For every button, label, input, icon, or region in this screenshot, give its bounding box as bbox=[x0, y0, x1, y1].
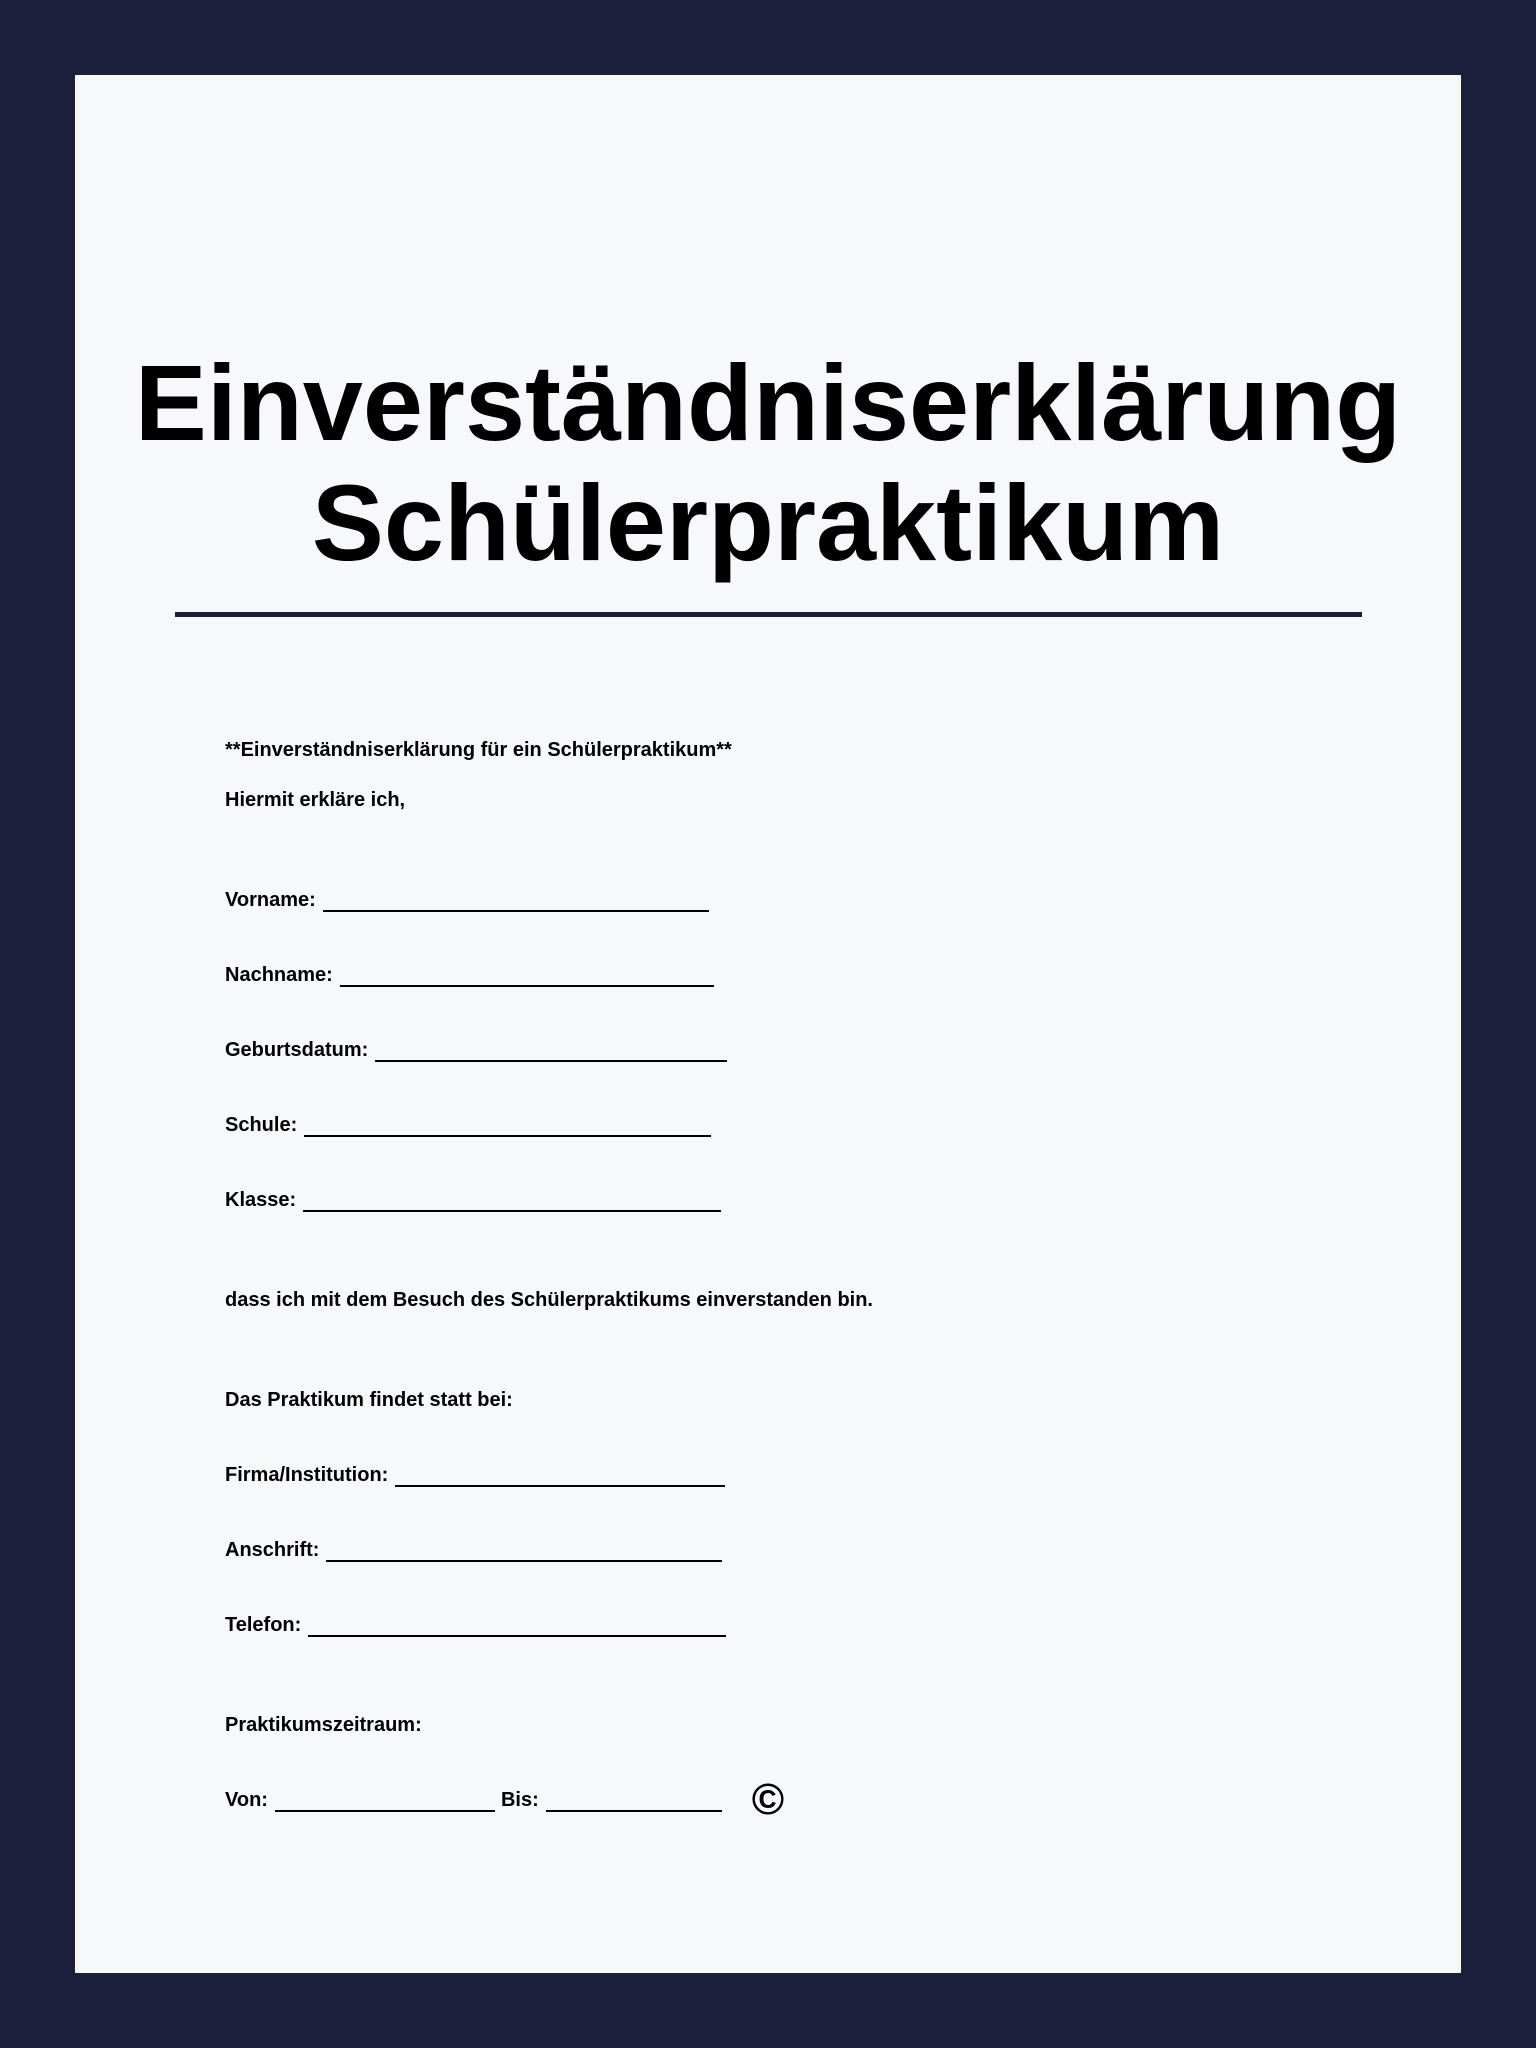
firma-blank[interactable] bbox=[395, 1465, 725, 1487]
from-label: Von: bbox=[225, 1789, 268, 1811]
field-anschrift bbox=[225, 1538, 722, 1562]
field-geburtsdatum bbox=[225, 1038, 727, 1062]
title-line-1: Einverständniserklärung bbox=[134, 342, 1402, 463]
title-divider bbox=[175, 612, 1362, 617]
document-title bbox=[75, 343, 1461, 583]
field-nachname bbox=[225, 963, 714, 987]
field-label: Nachname: bbox=[225, 964, 333, 986]
klasse-blank[interactable] bbox=[303, 1190, 721, 1212]
telefon-blank[interactable] bbox=[308, 1615, 726, 1637]
field-label: Vorname: bbox=[225, 889, 316, 911]
field-klasse bbox=[225, 1188, 721, 1212]
field-schule bbox=[225, 1113, 711, 1137]
nachname-blank[interactable] bbox=[340, 965, 714, 987]
field-label: Telefon: bbox=[225, 1614, 302, 1636]
field-vorname bbox=[225, 888, 709, 912]
geburtsdatum-blank[interactable] bbox=[375, 1040, 727, 1062]
period-label: Praktikumszeitraum: bbox=[225, 1714, 422, 1736]
anschrift-blank[interactable] bbox=[326, 1540, 722, 1562]
field-firma bbox=[225, 1463, 725, 1487]
to-label: Bis: bbox=[500, 1789, 539, 1811]
field-label: Geburtsdatum: bbox=[225, 1039, 369, 1061]
form-heading: **Einverständniserklärung für ein Schülerpraktikum** bbox=[225, 739, 732, 761]
field-label: Klasse: bbox=[225, 1189, 297, 1211]
document-page bbox=[75, 75, 1461, 1973]
schule-blank[interactable] bbox=[304, 1115, 711, 1137]
intro-text: Hiermit erkläre ich, bbox=[225, 789, 406, 811]
company-intro: Das Praktikum findet statt bei: bbox=[225, 1389, 513, 1411]
field-label: Firma/Institution: bbox=[225, 1464, 389, 1486]
vorname-blank[interactable] bbox=[323, 890, 709, 912]
field-label: Anschrift: bbox=[225, 1539, 320, 1561]
copyright-icon: © bbox=[751, 1775, 785, 1824]
field-telefon bbox=[225, 1613, 726, 1637]
consent-text: dass ich mit dem Besuch des Schülerpraktikums einverstanden bin. bbox=[225, 1289, 873, 1311]
field-label: Schule: bbox=[225, 1114, 298, 1136]
title-line-2: Schülerpraktikum bbox=[311, 462, 1225, 583]
